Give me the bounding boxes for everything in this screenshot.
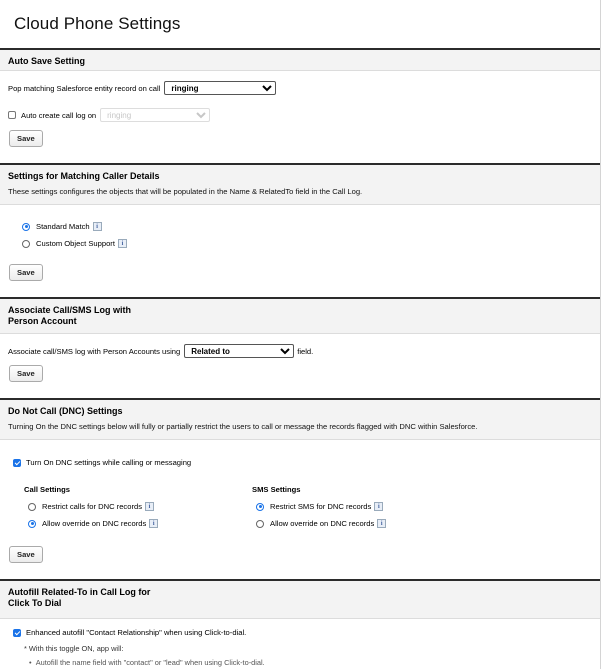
autofill-note: * With this toggle ON, app will: [24, 644, 124, 653]
info-icon[interactable]: i [93, 222, 102, 231]
enhanced-autofill-row[interactable] [13, 628, 246, 637]
section-header [0, 163, 600, 205]
dnc-toggle-row[interactable] [13, 458, 191, 467]
section-title: Auto Save Setting [8, 56, 86, 66]
radio-label: Custom Object Support [36, 239, 115, 248]
section-title: Person Account [8, 316, 77, 326]
sms-option-restrict[interactable] [256, 502, 383, 511]
info-icon[interactable]: i [118, 239, 127, 248]
dnc-toggle-label: Turn On DNC settings while calling or messaging [26, 458, 192, 467]
pop-record-label: Pop matching Salesforce entity record on call [8, 83, 161, 93]
person-account-select[interactable] [184, 344, 294, 358]
section-title: Associate Call/SMS Log with [8, 305, 132, 315]
field-suffix-label: field. [297, 346, 314, 356]
pop-record-row [8, 81, 276, 95]
section-header [0, 398, 600, 440]
radio-label: Restrict calls for DNC records [42, 502, 143, 511]
autofill-note-item: • Autofill the name field with "contact" or "lead" when using Click-to-dial. [29, 658, 265, 667]
auto-save-save-button[interactable]: Save [9, 130, 43, 147]
radio-label: Standard Match [36, 222, 90, 231]
radio-label: Restrict SMS for DNC records [270, 502, 372, 511]
matching-save-button[interactable]: Save [9, 264, 43, 281]
page-title: Cloud Phone Settings [14, 14, 181, 33]
radio-allow-override-sms[interactable] [256, 520, 264, 528]
person-account-save-button[interactable]: Save [9, 365, 43, 382]
auto-create-select[interactable] [100, 108, 210, 122]
section-header [0, 297, 600, 334]
autofill-section [0, 579, 600, 669]
info-icon[interactable]: i [145, 502, 154, 511]
sms-settings-heading: SMS Settings [252, 485, 301, 494]
info-icon[interactable]: i [374, 502, 383, 511]
radio-label: Allow override on DNC records [42, 519, 147, 528]
radio-restrict-calls[interactable] [28, 503, 36, 511]
auto-create-label: Auto create call log on [21, 110, 97, 120]
radio-restrict-sms[interactable] [256, 503, 264, 511]
dnc-toggle-checkbox[interactable] [13, 459, 21, 467]
matching-section [0, 163, 600, 291]
pop-record-select[interactable] [164, 81, 276, 95]
section-title: Settings for Matching Caller Details [8, 171, 160, 181]
dnc-section [0, 398, 600, 574]
sms-option-override[interactable] [256, 519, 386, 528]
match-option-standard[interactable] [22, 222, 102, 231]
info-icon[interactable]: i [149, 519, 158, 528]
person-account-row [8, 344, 313, 358]
radio-allow-override-calls[interactable] [28, 520, 36, 528]
auto-create-row [8, 108, 210, 122]
person-account-label: Associate call/SMS log with Person Accounts using [8, 346, 181, 356]
radio-custom-object[interactable] [22, 240, 30, 248]
section-title: Autofill Related-To in Call Log for [8, 587, 151, 597]
section-title: Click To Dial [8, 598, 62, 608]
radio-standard-match[interactable] [22, 223, 30, 231]
autofill-note-text: Autofill the name field with "contact" or "lead" when using Click-to-dial. [35, 658, 265, 667]
call-settings-heading: Call Settings [24, 485, 70, 494]
call-option-override[interactable] [28, 519, 158, 528]
call-option-restrict[interactable] [28, 502, 154, 511]
section-title: Do Not Call (DNC) Settings [8, 406, 123, 416]
enhanced-autofill-checkbox[interactable] [13, 629, 21, 637]
section-description: These settings configures the objects that will be populated in the Name & RelatedTo field in the Call Log. [8, 187, 363, 196]
dnc-save-button[interactable]: Save [9, 546, 43, 563]
auto-save-section [0, 48, 600, 156]
section-header [0, 579, 600, 619]
match-option-custom[interactable] [22, 239, 127, 248]
enhanced-autofill-label: Enhanced autofill "Contact Relationship" when using Click-to-dial. [26, 628, 247, 637]
section-description: Turning On the DNC settings below will fully or partially restrict the users to call or message the records flagged with DNC within Salesforce. [8, 422, 478, 431]
auto-create-checkbox[interactable] [8, 111, 16, 119]
radio-label: Allow override on DNC records [270, 519, 375, 528]
info-icon[interactable]: i [377, 519, 386, 528]
section-header [0, 48, 600, 71]
person-account-section [0, 297, 600, 392]
